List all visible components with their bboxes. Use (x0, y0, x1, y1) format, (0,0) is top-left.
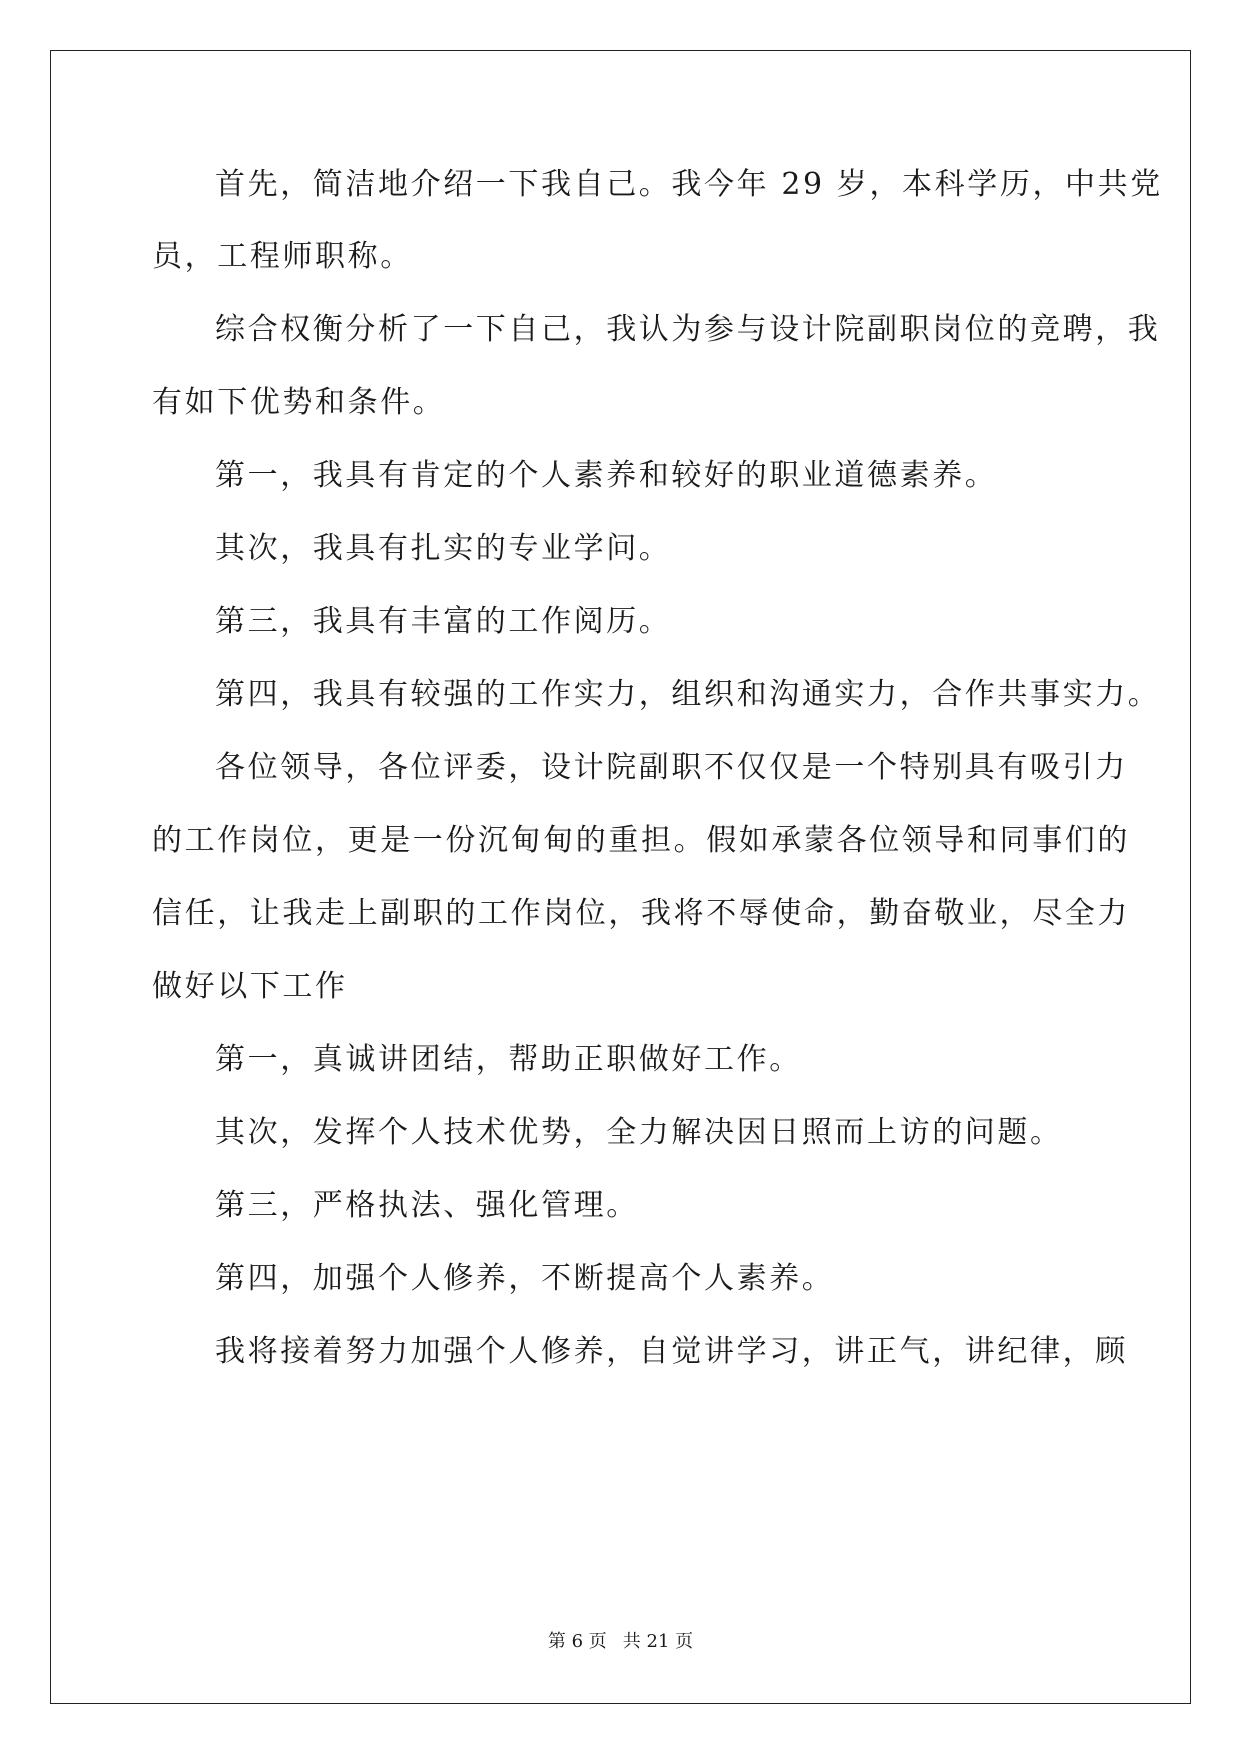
paragraph-line: 其次，发挥个人技术优势，全力解决因日照而上访的问题。 (215, 1115, 1063, 1150)
paragraph-line: 第一，我具有肯定的个人素养和较好的职业道德素养。 (215, 458, 998, 493)
paragraph-line: 各位领导，各位评委，设计院副职不仅仅是一个特别具有吸引力 (215, 750, 1128, 785)
page-footer (0, 1630, 1241, 1654)
page-frame (50, 50, 1191, 1704)
paragraph-line: 第一，真诚讲团结，帮助正职做好工作。 (215, 1042, 802, 1077)
paragraph-line: 我将接着努力加强个人修养，自觉讲学习，讲正气，讲纪律，顾 (215, 1334, 1128, 1369)
paragraph-line: 信任，让我走上副职的工作岗位，我将不辱使命，勤奋敬业，尽全力 (152, 896, 1130, 931)
paragraph-line: 第四，我具有较强的工作实力，组织和沟通实力，合作共事实力。 (215, 677, 1161, 712)
paragraph-line: 首先，简洁地介绍一下我自己。我今年 29 岁，本科学历，中共党 (215, 167, 1163, 202)
paragraph-line: 第三，严格执法、强化管理。 (215, 1188, 639, 1223)
paragraph-line: 其次，我具有扎实的专业学问。 (215, 531, 672, 566)
page-number: 第 6 页 (547, 1631, 607, 1652)
paragraph-line: 综合权衡分析了一下自己，我认为参与设计院副职岗位的竞聘，我 (215, 312, 1161, 347)
paragraph-line: 做好以下工作 (152, 969, 348, 1004)
paragraph-line: 第三，我具有丰富的工作阅历。 (215, 604, 672, 639)
page-total: 共 21 页 (622, 1631, 694, 1652)
paragraph-line: 的工作岗位，更是一份沉甸甸的重担。假如承蒙各位领导和同事们的 (152, 823, 1130, 858)
paragraph-line: 员，工程师职称。 (152, 239, 413, 274)
paragraph-line: 第四，加强个人修养，不断提高个人素养。 (215, 1261, 835, 1296)
paragraph-line: 有如下优势和条件。 (152, 385, 446, 420)
